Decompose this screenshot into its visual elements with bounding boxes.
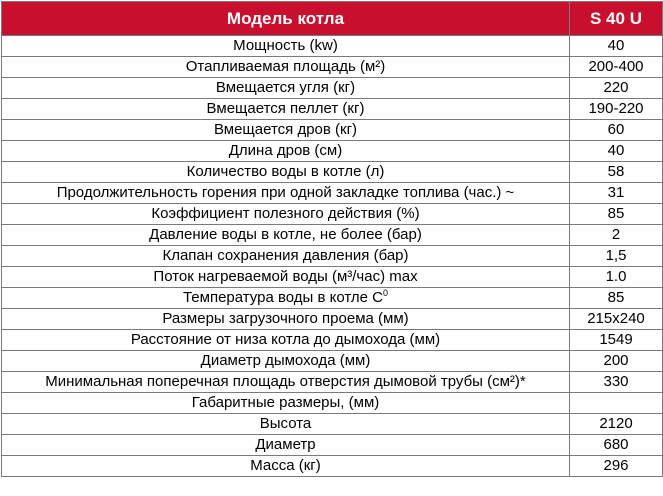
row-label	[2, 99, 570, 120]
table-row	[2, 204, 663, 225]
table-body	[2, 36, 663, 477]
row-label	[2, 183, 570, 204]
row-label-text: Габаритные размеры, (мм)	[191, 394, 380, 411]
row-label-text: Поток нагреваемой воды (м³/час) max	[153, 268, 418, 285]
row-value: 1549	[570, 330, 663, 351]
row-label	[2, 204, 570, 225]
row-label	[2, 456, 570, 477]
row-label-text: Высота	[259, 415, 312, 432]
table-row	[2, 162, 663, 183]
table-row	[2, 414, 663, 435]
row-label	[2, 393, 570, 414]
row-label-text: Количество воды в котле (л)	[186, 163, 385, 180]
table-row	[2, 435, 663, 456]
row-value: 40	[570, 141, 663, 162]
row-label-text: Температура воды в котле C	[182, 289, 384, 306]
row-value: 40	[570, 36, 663, 57]
table-header-row	[2, 2, 663, 36]
row-label-text: Продолжительность горения при одной закладке топлива (час.) ~	[56, 184, 515, 201]
row-label-text: Размеры загрузочного проема (мм)	[162, 310, 409, 327]
table-row	[2, 393, 663, 414]
row-label	[2, 225, 570, 246]
table-row	[2, 225, 663, 246]
row-label-text: Отапливаемая площадь (м²)	[185, 58, 386, 75]
row-value: 31	[570, 183, 663, 204]
row-label	[2, 36, 570, 57]
row-label	[2, 57, 570, 78]
row-value: 215x240	[570, 309, 663, 330]
boiler-spec-table	[1, 1, 663, 477]
row-label-text: Давление воды в котле, не более (бар)	[149, 226, 422, 243]
row-value: 200	[570, 351, 663, 372]
row-label	[2, 120, 570, 141]
row-label	[2, 78, 570, 99]
row-value: 85	[570, 204, 663, 225]
table-row	[2, 351, 663, 372]
row-label	[2, 351, 570, 372]
row-value	[570, 393, 663, 414]
row-label-text: Вмещается угля (кг)	[215, 79, 356, 96]
table-row	[2, 57, 663, 78]
row-label-text: Мощность (kw)	[233, 37, 338, 54]
row-label	[2, 330, 570, 351]
row-value: 1.0	[570, 267, 663, 288]
row-value: 2120	[570, 414, 663, 435]
table-row	[2, 372, 663, 393]
table-row	[2, 288, 663, 309]
table-row	[2, 246, 663, 267]
row-value: 296	[570, 456, 663, 477]
table-row	[2, 330, 663, 351]
row-label-text: Вмещается дров (кг)	[213, 121, 358, 138]
table-row	[2, 99, 663, 120]
table-row	[2, 78, 663, 99]
table-row	[2, 141, 663, 162]
table-row	[2, 183, 663, 204]
header-model: S 40 U	[570, 2, 663, 36]
row-label	[2, 309, 570, 330]
row-value: 85	[570, 288, 663, 309]
row-label	[2, 162, 570, 183]
row-label-text: Масса (кг)	[250, 457, 321, 474]
row-label-text: Коэффициент полезного действия (%)	[151, 205, 420, 222]
row-label	[2, 246, 570, 267]
row-label	[2, 435, 570, 456]
header-label: Модель котла	[2, 2, 570, 36]
row-label	[2, 267, 570, 288]
table-row	[2, 120, 663, 141]
table-row	[2, 456, 663, 477]
row-label-text: Расстояние от низа котла до дымохода (мм)	[130, 331, 441, 348]
row-label	[2, 288, 570, 309]
row-value: 60	[570, 120, 663, 141]
row-label-text: Вмещается пеллет (кг)	[206, 100, 365, 117]
row-label-text: Диаметр	[255, 436, 316, 453]
row-value: 1,5	[570, 246, 663, 267]
row-label-text: Клапан сохранения давления (бар)	[162, 247, 409, 264]
row-value: 58	[570, 162, 663, 183]
row-value: 2	[570, 225, 663, 246]
row-value: 680	[570, 435, 663, 456]
row-label-superscript: 0	[383, 288, 389, 298]
row-label-text: Диаметр дымохода (мм)	[200, 352, 371, 369]
row-label	[2, 372, 570, 393]
row-value: 330	[570, 372, 663, 393]
row-value: 190-220	[570, 99, 663, 120]
table-row	[2, 267, 663, 288]
row-label-text: Минимальная поперечная площадь отверстия дымовой трубы (см²)*	[45, 373, 526, 390]
row-value: 200-400	[570, 57, 663, 78]
table-row	[2, 309, 663, 330]
row-label-text: Длина дров (см)	[228, 142, 343, 159]
table-row	[2, 36, 663, 57]
row-value: 220	[570, 78, 663, 99]
row-label	[2, 141, 570, 162]
row-label	[2, 414, 570, 435]
